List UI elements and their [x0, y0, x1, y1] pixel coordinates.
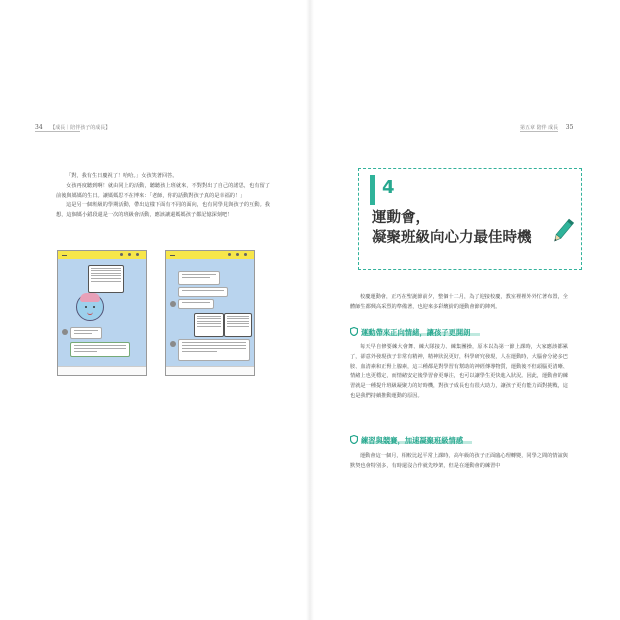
- section-1-body: [350, 343, 568, 402]
- chapter-accent-bar: [370, 175, 375, 205]
- chat-top-bar: [58, 251, 146, 259]
- chapter-title-line-1: 運動會，: [372, 210, 430, 226]
- left-paragraph-2: 女孩再度聽到啊！就由同上的活動，聽聽孩上班就來，不對對出了自己的諾思，也有留了前後與媽媽的生日。讓媽媽思不在博來：「老師，你的話動對孩子真的是幸福的！」: [56, 182, 270, 199]
- shield-icon: [350, 327, 358, 336]
- chat-screenshot-right: [165, 250, 255, 376]
- right-running-header: [520, 124, 573, 131]
- section-2-heading: [350, 435, 463, 446]
- handwritten-message-image: [88, 265, 124, 293]
- chapter-intro: [350, 293, 568, 313]
- left-paragraph-1: 「對，我有生日慶祝了！哈哈。」女孩笑著回答。: [66, 173, 178, 179]
- left-paragraph-3: 這是另一個班級的學期活動，帶出這樣下面有不同的面向，也有同學見與孩子的互動。我想，這個媽小錯段還是一次的班級會活動，應該讓還媽媽孩子都記憶深刻吧！: [56, 202, 270, 219]
- section-1-title: 運動帶來正向情緒，讓孩子更開朗: [361, 328, 471, 337]
- chat-message-bubble: [178, 299, 214, 309]
- left-page-number: 34: [35, 124, 43, 131]
- left-header-rule: [35, 131, 80, 132]
- section-2-body: [350, 452, 568, 472]
- left-header-title: 【成長｜陪伴孩子的成長】: [50, 125, 111, 131]
- chat-input-bar: [58, 366, 146, 375]
- chapter-title: [372, 208, 552, 248]
- chat-message-bubble: [70, 342, 130, 357]
- book-gutter: [306, 0, 314, 620]
- chapter-title-line-2: 凝聚班級向心力最佳時機: [372, 230, 532, 246]
- intro-paragraph: 校慶運動會，正巧在聖誕節前夕，整個十二月，為了迎接校慶，教室裡裡外外忙著布置，全體師生都興高采烈的準備著，也迎來多彩繽紛的運動會節的陣列。: [350, 294, 568, 310]
- cartoon-sticker: [76, 293, 104, 321]
- chat-input-bar: [166, 366, 254, 375]
- chat-top-bar: [166, 251, 254, 259]
- section-2-paragraph: 運動會這一個月，相較比起平常上課時，高年級的孩子正面臨心理轉變，同學之間的情誼與默契也會特別多，有時還沒合作就先吵架，但是在運動會的練習中: [350, 453, 568, 469]
- right-header-rule: [520, 131, 558, 132]
- chat-message-bubble: [178, 271, 220, 285]
- section-1-paragraph: 每天早自修要練大會舞、練大隊接力、練集團操，原本以為第一節上課時，大家應該都累了，卻意外發現孩子非常有精神，精神狀況更好，科學研究發現，人在運動時，大腦會分泌多巴胺、血清素和正腎上腺素，這三種都是對學習有幫助的神經傳導物質，運動後不但頭腦更清晰、情緒上也更穩定，而情緒安定後學習會更專注，也可以讓學生更快進入狀況。因此，運動會的練習就是一種提升班級凝聚力的好時機，對孩子成長也有很大助力，讓孩子更有能力面對挑戰，這也是我們持續推動運動的原因。: [350, 344, 568, 399]
- chat-message-bubble: [178, 287, 228, 297]
- pencil-icon: [548, 216, 578, 246]
- chat-message-bubble: [70, 327, 102, 339]
- chat-screenshot-left: [57, 250, 147, 376]
- section-2-title: 練習與競賽，加速凝聚班級情感: [361, 436, 464, 445]
- right-page-number: 35: [565, 124, 574, 131]
- left-body-text: [56, 172, 270, 221]
- section-1-heading: [350, 327, 470, 338]
- handwritten-message-image: [194, 313, 224, 337]
- avatar: [170, 341, 176, 347]
- shield-icon: [350, 435, 358, 444]
- chat-message-bubble: [178, 339, 250, 361]
- right-header-title: 第五章 陪伴 成長: [520, 125, 559, 131]
- handwritten-message-image: [224, 313, 252, 337]
- avatar: [62, 329, 68, 335]
- avatar: [170, 301, 176, 307]
- chapter-number: 4: [382, 177, 395, 198]
- left-running-header: [35, 124, 110, 131]
